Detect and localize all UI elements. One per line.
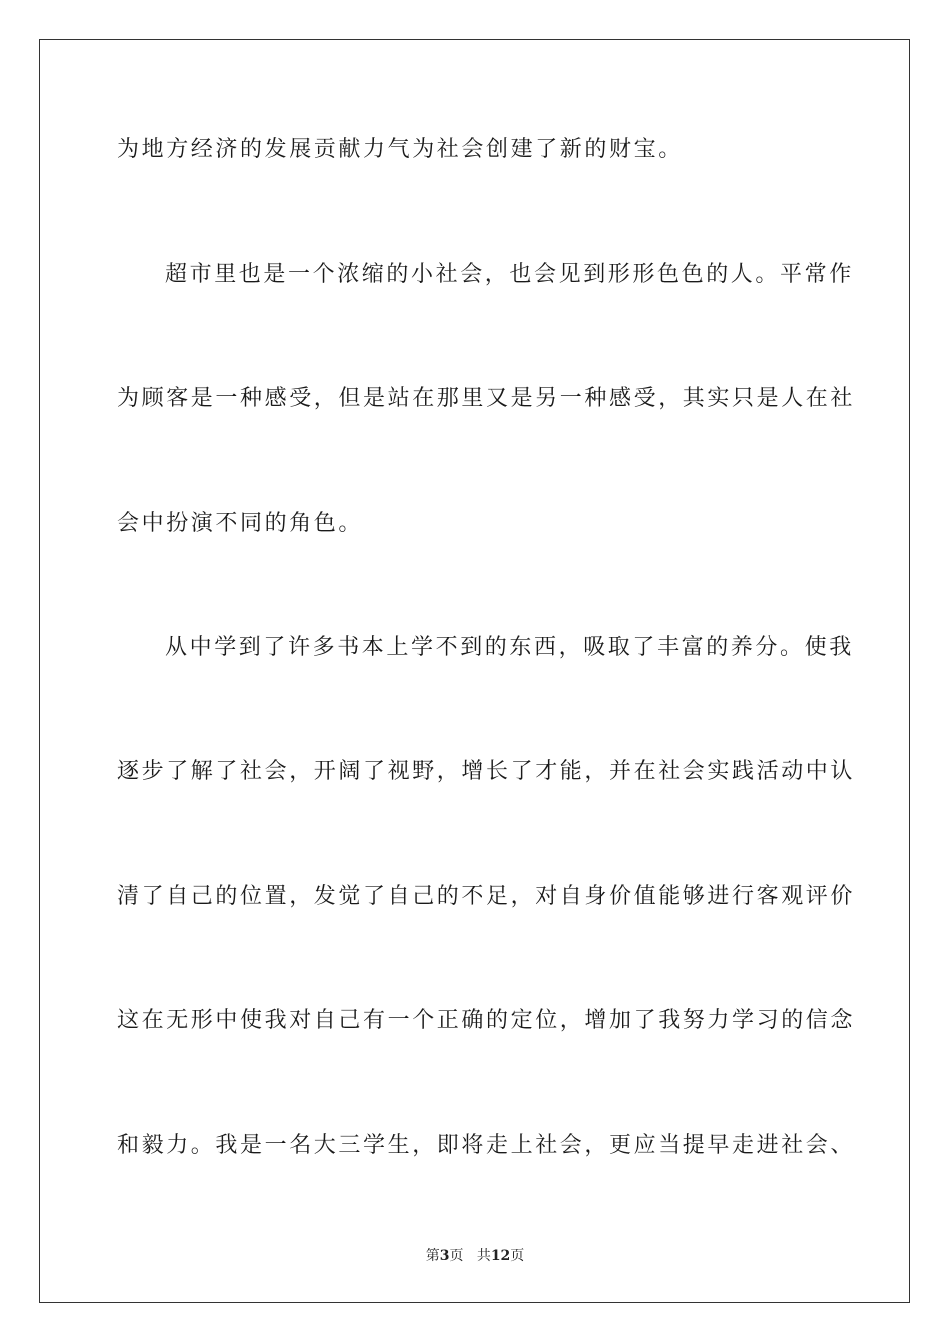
total-pages: 12 (490, 1248, 511, 1264)
text-line: 为地方经济的发展贡献力气为社会创建了新的财宝。 (117, 137, 683, 162)
total-label-prefix: 共 (476, 1248, 491, 1264)
text-line: 清了自己的位置，发觉了自己的不足，对自身价值能够进行客观评价 (117, 884, 856, 909)
text-line: 逐步了解了社会，开阔了视野，增长了才能，并在社会实践活动中认 (117, 759, 856, 784)
text-line: 和毅力。我是一名大三学生，即将走上社会，更应当提早走进社会、 (117, 1133, 856, 1158)
page-label-prefix: 第 (425, 1248, 440, 1264)
page-border (39, 39, 910, 1303)
page-number: 3 (439, 1248, 450, 1264)
text-line: 为顾客是一种感受，但是站在那里又是另一种感受，其实只是人在社 (117, 386, 856, 411)
page-footer (0, 1246, 950, 1266)
paragraph-start-line: 超市里也是一个浓缩的小社会，也会见到形形色色的人。平常作 (165, 262, 854, 287)
paragraph-start-line: 从中学到了许多书本上学不到的东西，吸取了丰富的养分。使我 (165, 635, 854, 660)
total-label-suffix: 页 (510, 1248, 525, 1264)
text-line: 会中扮演不同的角色。 (117, 511, 364, 536)
text-line: 这在无形中使我对自己有一个正确的定位，增加了我努力学习的信念 (117, 1008, 856, 1033)
page-label-suffix: 页 (449, 1248, 464, 1264)
